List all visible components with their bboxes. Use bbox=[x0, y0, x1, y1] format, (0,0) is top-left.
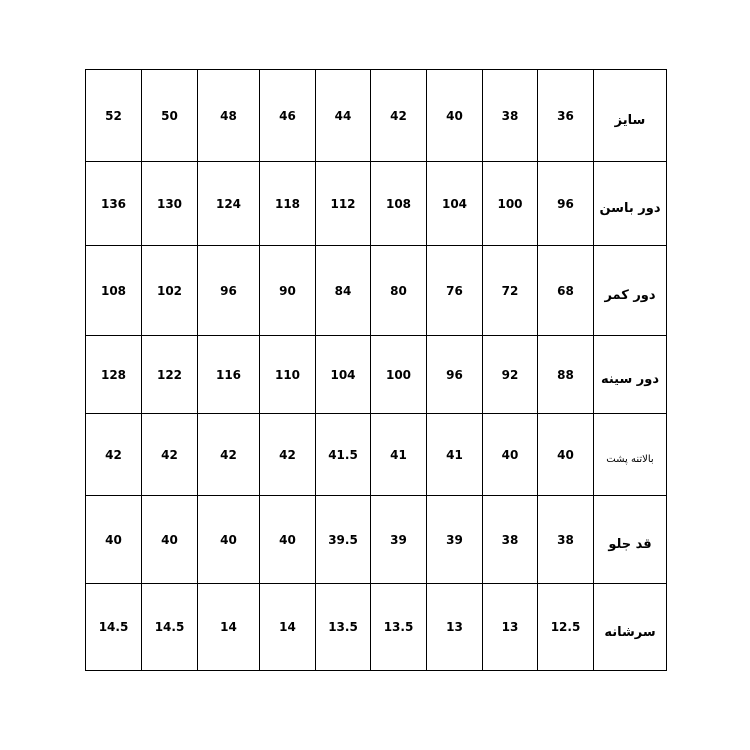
cell-value: 13.5 bbox=[371, 584, 427, 671]
row-label-chest: دور سینه bbox=[594, 336, 667, 414]
cell-value: 96 bbox=[538, 162, 594, 246]
cell-value: 102 bbox=[142, 246, 198, 336]
row-label-size: سایز bbox=[594, 70, 667, 162]
cell-value: 39 bbox=[427, 496, 483, 584]
cell-value: 92 bbox=[483, 336, 538, 414]
cell-value: 76 bbox=[427, 246, 483, 336]
cell-value: 52 bbox=[86, 70, 142, 162]
cell-value: 40 bbox=[483, 414, 538, 496]
cell-value: 72 bbox=[483, 246, 538, 336]
cell-value: 112 bbox=[316, 162, 371, 246]
cell-value: 44 bbox=[316, 70, 371, 162]
cell-value: 46 bbox=[260, 70, 316, 162]
table-row-chest bbox=[86, 336, 667, 414]
cell-value: 42 bbox=[86, 414, 142, 496]
cell-value: 14 bbox=[198, 584, 260, 671]
cell-value: 13.5 bbox=[316, 584, 371, 671]
cell-value: 100 bbox=[371, 336, 427, 414]
cell-value: 14 bbox=[260, 584, 316, 671]
cell-value: 130 bbox=[142, 162, 198, 246]
table-row-shoulder bbox=[86, 584, 667, 671]
table-row-waist bbox=[86, 246, 667, 336]
cell-value: 110 bbox=[260, 336, 316, 414]
cell-value: 14.5 bbox=[142, 584, 198, 671]
cell-value: 90 bbox=[260, 246, 316, 336]
cell-value: 39.5 bbox=[316, 496, 371, 584]
cell-value: 122 bbox=[142, 336, 198, 414]
table-row-back-length bbox=[86, 414, 667, 496]
cell-value: 80 bbox=[371, 246, 427, 336]
cell-value: 40 bbox=[142, 496, 198, 584]
cell-value: 50 bbox=[142, 70, 198, 162]
cell-value: 108 bbox=[86, 246, 142, 336]
cell-value: 40 bbox=[538, 414, 594, 496]
cell-value: 42 bbox=[371, 70, 427, 162]
size-chart-table bbox=[85, 69, 667, 671]
row-label-hip: دور باسن bbox=[594, 162, 667, 246]
cell-value: 41.5 bbox=[316, 414, 371, 496]
cell-value: 68 bbox=[538, 246, 594, 336]
cell-value: 38 bbox=[483, 70, 538, 162]
cell-value: 42 bbox=[198, 414, 260, 496]
table-row-size bbox=[86, 70, 667, 162]
cell-value: 100 bbox=[483, 162, 538, 246]
cell-value: 42 bbox=[142, 414, 198, 496]
cell-value: 39 bbox=[371, 496, 427, 584]
cell-value: 40 bbox=[198, 496, 260, 584]
cell-value: 42 bbox=[260, 414, 316, 496]
cell-value: 36 bbox=[538, 70, 594, 162]
cell-value: 104 bbox=[427, 162, 483, 246]
cell-value: 84 bbox=[316, 246, 371, 336]
cell-value: 108 bbox=[371, 162, 427, 246]
cell-value: 96 bbox=[198, 246, 260, 336]
cell-value: 96 bbox=[427, 336, 483, 414]
cell-value: 13 bbox=[483, 584, 538, 671]
cell-value: 38 bbox=[538, 496, 594, 584]
table-row-hip bbox=[86, 162, 667, 246]
cell-value: 118 bbox=[260, 162, 316, 246]
row-label-front-length: قد جلو bbox=[594, 496, 667, 584]
cell-value: 38 bbox=[483, 496, 538, 584]
cell-value: 40 bbox=[260, 496, 316, 584]
cell-value: 40 bbox=[86, 496, 142, 584]
row-label-back-length: بالاتنه پشت bbox=[594, 414, 667, 496]
table-row-front-length bbox=[86, 496, 667, 584]
row-label-shoulder: سرشانه bbox=[594, 584, 667, 671]
cell-value: 12.5 bbox=[538, 584, 594, 671]
cell-value: 48 bbox=[198, 70, 260, 162]
cell-value: 13 bbox=[427, 584, 483, 671]
cell-value: 41 bbox=[371, 414, 427, 496]
cell-value: 124 bbox=[198, 162, 260, 246]
cell-value: 128 bbox=[86, 336, 142, 414]
cell-value: 88 bbox=[538, 336, 594, 414]
cell-value: 136 bbox=[86, 162, 142, 246]
cell-value: 104 bbox=[316, 336, 371, 414]
cell-value: 14.5 bbox=[86, 584, 142, 671]
cell-value: 40 bbox=[427, 70, 483, 162]
cell-value: 116 bbox=[198, 336, 260, 414]
row-label-waist: دور کمر bbox=[594, 246, 667, 336]
cell-value: 41 bbox=[427, 414, 483, 496]
